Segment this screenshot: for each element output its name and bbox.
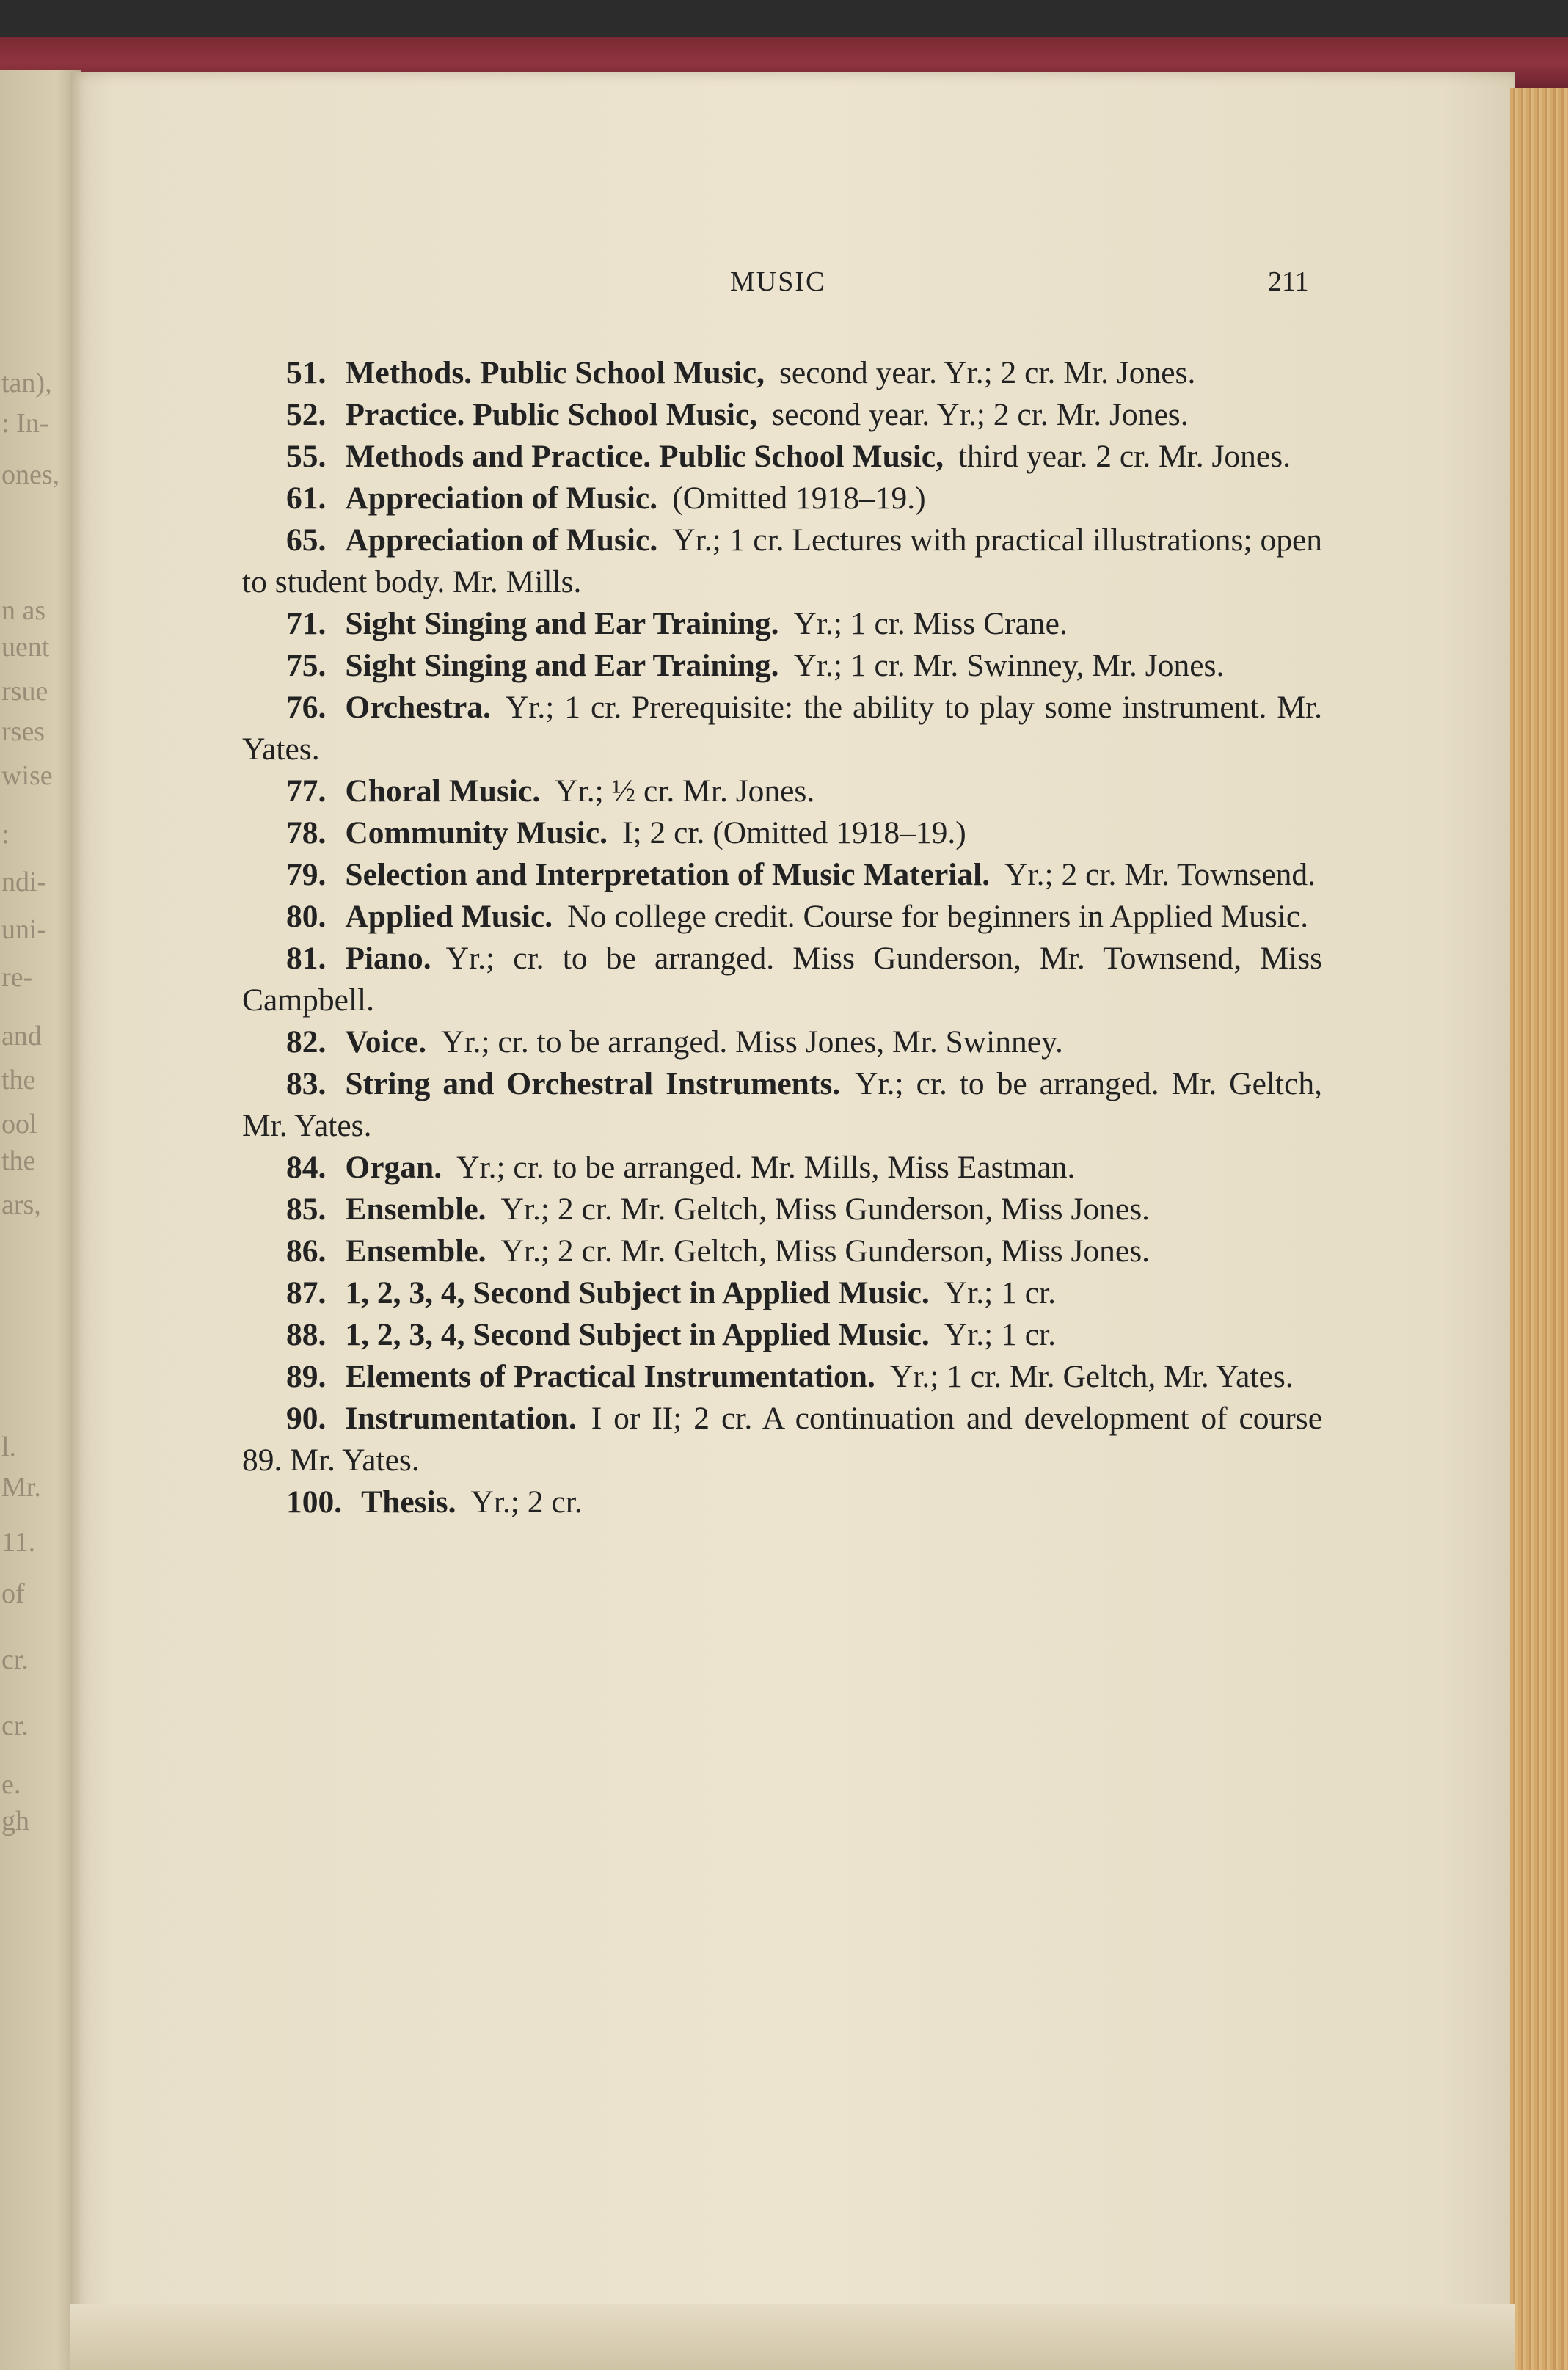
course-number: 88. xyxy=(286,1317,327,1352)
running-head: MUSIC xyxy=(730,266,826,297)
course-title: Voice. xyxy=(345,1024,427,1060)
course-number: 86. xyxy=(286,1233,327,1269)
course-description: Yr.; cr. to be arranged. Miss Jones, Mr. Swinney. xyxy=(441,1024,1063,1060)
course-number: 83. xyxy=(286,1066,327,1101)
course-description: third year. 2 cr. Mr. Jones. xyxy=(958,439,1291,474)
course-entry xyxy=(242,478,1322,519)
course-entry xyxy=(242,1356,1322,1398)
facing-page-fragment: wise xyxy=(1,760,53,791)
course-entry xyxy=(242,854,1322,896)
course-title: 1, 2, 3, 4, Second Subject in Applied Music. xyxy=(345,1317,930,1352)
facing-page-fragment: re- xyxy=(1,962,33,993)
course-description: No college credit. Course for beginners in Applied Music. xyxy=(567,899,1309,934)
course-description: Yr.; 1 cr. Prerequisite: the ability to play some instrument. Mr. Yates. xyxy=(242,690,1322,767)
course-number: 71. xyxy=(286,606,327,641)
facing-page-edge xyxy=(0,70,81,2370)
course-title: Thesis. xyxy=(361,1484,456,1520)
course-entry xyxy=(242,938,1322,1021)
course-entry xyxy=(242,896,1322,938)
facing-page-fragment: the xyxy=(1,1065,36,1095)
course-title: Organ. xyxy=(345,1150,442,1185)
course-title: Ensemble. xyxy=(345,1233,486,1269)
course-description: second year. Yr.; 2 cr. Mr. Jones. xyxy=(778,355,1196,390)
course-title: Piano. xyxy=(345,941,431,976)
course-number: 80. xyxy=(286,899,327,934)
facing-page-fragment: uni- xyxy=(1,914,47,945)
course-number: 82. xyxy=(286,1024,327,1060)
course-description: I or II; 2 cr. A continuation and development of course 89. Mr. Yates. xyxy=(242,1401,1322,1478)
course-title: Methods. Public School Music, xyxy=(345,355,765,390)
facing-page-fragment: : In- xyxy=(1,408,49,439)
course-title: Methods and Practice. Public School Music, xyxy=(345,439,944,474)
course-description: Yr.; 2 cr. Mr. Geltch, Miss Gunderson, Miss Jones. xyxy=(500,1233,1151,1269)
facing-page-fragment: the xyxy=(1,1145,36,1176)
course-description: Yr.; 1 cr. Lectures with practical illustrations; open to student body. Mr. Mills. xyxy=(242,522,1323,599)
course-description: second year. Yr.; 2 cr. Mr. Jones. xyxy=(772,397,1189,432)
course-description: Yr.; ½ cr. Mr. Jones. xyxy=(555,773,815,809)
course-entry xyxy=(242,1481,1322,1523)
facing-page-fragment: e. xyxy=(1,1769,21,1800)
course-title: String and Orchestral Instruments. xyxy=(345,1066,841,1101)
course-entry xyxy=(242,603,1322,645)
course-title: Applied Music. xyxy=(345,899,553,934)
course-description: Yr.; 1 cr. Mr. Swinney, Mr. Jones. xyxy=(793,648,1225,683)
course-number: 75. xyxy=(286,648,327,683)
facing-page-fragment: of xyxy=(1,1578,25,1609)
course-description: Yr.; 1 cr. Miss Crane. xyxy=(793,606,1068,641)
course-entry xyxy=(242,1189,1322,1230)
course-title: Ensemble. xyxy=(345,1192,486,1227)
course-description: (Omitted 1918–19.) xyxy=(672,481,926,516)
facing-page-fragment: cr. xyxy=(1,1710,29,1741)
facing-page-fragment: : xyxy=(1,819,10,850)
course-entry xyxy=(242,394,1322,436)
course-title: Selection and Interpretation of Music Material. xyxy=(345,857,991,892)
facing-page-fragment: Mr. xyxy=(1,1472,41,1503)
course-list xyxy=(242,352,1322,1523)
course-title: Elements of Practical Instrumentation. xyxy=(345,1359,875,1394)
course-description: Yr.; 1 cr. Mr. Geltch, Mr. Yates. xyxy=(889,1359,1294,1394)
course-title: Practice. Public School Music, xyxy=(345,397,758,432)
course-number: 77. xyxy=(286,773,327,809)
page-header xyxy=(0,266,1568,310)
course-number: 61. xyxy=(286,481,327,516)
course-title: Sight Singing and Ear Training. xyxy=(345,606,779,641)
course-number: 90. xyxy=(286,1401,327,1436)
course-entry xyxy=(242,1314,1322,1356)
course-number: 100. xyxy=(286,1484,343,1520)
course-description: Yr.; 1 cr. xyxy=(944,1317,1057,1352)
course-title: Sight Singing and Ear Training. xyxy=(345,648,779,683)
facing-page-fragment: cr. xyxy=(1,1644,29,1675)
course-description: Yr.; cr. to be arranged. Mr. Geltch, Mr. Yates. xyxy=(242,1066,1322,1143)
page-block-edge xyxy=(1510,88,1568,2370)
course-entry xyxy=(242,1398,1322,1481)
course-description: Yr.; 2 cr. xyxy=(470,1484,583,1520)
course-entry xyxy=(242,1063,1322,1147)
course-entry xyxy=(242,812,1322,854)
course-description: Yr.; 2 cr. Mr. Townsend. xyxy=(1004,857,1316,892)
course-number: 52. xyxy=(286,397,327,432)
course-entry xyxy=(242,645,1322,687)
course-number: 87. xyxy=(286,1275,327,1310)
page-bottom xyxy=(70,2304,1515,2370)
course-title: Orchestra. xyxy=(345,690,491,725)
facing-page-fragment: rses xyxy=(1,716,45,747)
facing-page-fragment: and xyxy=(1,1021,42,1051)
course-title: Choral Music. xyxy=(345,773,541,809)
course-title: Appreciation of Music. xyxy=(345,481,658,516)
course-title: Appreciation of Music. xyxy=(345,522,658,558)
facing-page-fragment: ool xyxy=(1,1109,37,1140)
course-description: I; 2 cr. (Omitted 1918–19.) xyxy=(622,815,966,850)
facing-page-fragment: gh xyxy=(1,1806,29,1837)
course-number: 65. xyxy=(286,522,327,558)
course-description: Yr.; cr. to be arranged. Mr. Mills, Miss Eastman. xyxy=(456,1150,1076,1185)
course-entry xyxy=(242,687,1322,770)
course-entry xyxy=(242,1230,1322,1272)
course-number: 78. xyxy=(286,815,327,850)
course-entry xyxy=(242,436,1322,478)
course-number: 85. xyxy=(286,1192,327,1227)
facing-page-fragment: ndi- xyxy=(1,867,47,897)
course-entry xyxy=(242,1021,1322,1063)
course-description: Yr.; cr. to be arranged. Miss Gunderson, Mr. Townsend, Miss Campbell. xyxy=(242,941,1322,1018)
course-description: Yr.; 2 cr. Mr. Geltch, Miss Gunderson, Miss Jones. xyxy=(500,1192,1151,1227)
course-entry xyxy=(242,1272,1322,1314)
course-number: 76. xyxy=(286,690,327,725)
facing-page-fragment: 11. xyxy=(1,1527,36,1558)
facing-page-fragment: l. xyxy=(1,1432,17,1462)
course-entry xyxy=(242,770,1322,812)
facing-page-fragment: n as xyxy=(1,595,46,626)
course-entry xyxy=(242,352,1322,394)
course-entry xyxy=(242,519,1322,603)
page-number: 211 xyxy=(1268,266,1309,297)
facing-page-fragment: ars, xyxy=(1,1189,41,1220)
course-number: 81. xyxy=(286,941,327,976)
course-number: 84. xyxy=(286,1150,327,1185)
facing-page-fragment: ones, xyxy=(1,459,60,490)
course-title: Community Music. xyxy=(345,815,608,850)
course-number: 79. xyxy=(286,857,327,892)
course-entry xyxy=(242,1147,1322,1189)
course-number: 51. xyxy=(286,355,327,390)
facing-page-fragment: rsue xyxy=(1,676,48,707)
facing-page-fragment: uent xyxy=(1,632,50,663)
facing-page-fragment: tan), xyxy=(1,368,52,398)
course-title: 1, 2, 3, 4, Second Subject in Applied Music. xyxy=(345,1275,930,1310)
course-number: 55. xyxy=(286,439,327,474)
course-title: Instrumentation. xyxy=(345,1401,577,1436)
course-description: Yr.; 1 cr. xyxy=(944,1275,1057,1310)
course-number: 89. xyxy=(286,1359,327,1394)
